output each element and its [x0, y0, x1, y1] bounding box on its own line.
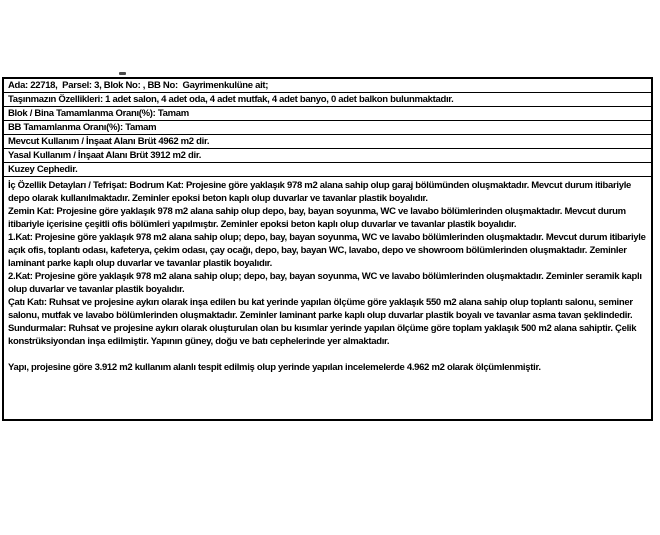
- interior-details-cell: [4, 177, 651, 419]
- detail-paragraph: Çatı Katı: Ruhsat ve projesine aykırı olarak inşa edilen bu kat yerinde yapılan ölçüme göre yaklaşık 550 m2 alana sahip olup toplantı salonu, seminer salonu, mutfak ve lavabo bölümlerinden oluşmaktadır. Zeminler laminant parke kaplı olup duvarlar plastik boyalı ve tavanlar asma tavan şeklindedir.: [8, 297, 633, 321]
- table-row: Ada: 22718, Parsel: 3, Blok No: , BB No: Gayrimenkulüne ait;: [4, 79, 651, 93]
- detail-paragraph: 1.Kat: Projesine göre yaklaşık 978 m2 alana sahip olup; depo, bay, bayan soyunma, WC ve lavabo bölümlerinden oluşmaktadır. Mevcut durum itibariyle açık ofis, toplantı odası, kafeterya, çekim odası, çay ocağı, depo, bay, bayan WC, lavabo, depo ve showroom bölümlerinden oluşmaktadır. Zeminler laminant parke kaplı olup duvarlar ve tavanlar plastik boyalıdır.: [8, 232, 646, 269]
- table-row: Yasal Kullanım / İnşaat Alanı Brüt 3912 m2 dir.: [4, 149, 651, 163]
- table-row: Blok / Bina Tamamlanma Oranı(%): Tamam: [4, 107, 651, 121]
- detail-paragraph: 2.Kat: Projesine göre yaklaşık 978 m2 alana sahip olup; depo, bay, bayan soyunma, WC ve lavabo bölümlerinden oluşmaktadır. Zeminler seramik kaplı olup duvarlar ve tavanlar plastik boyalıdır.: [8, 271, 642, 295]
- table-row: Taşınmazın Özellikleri: 1 adet salon, 4 adet oda, 4 adet mutfak, 4 adet banyo, 0 adet balkon bulunmaktadır.: [4, 93, 651, 107]
- table-row: Kuzey Cephedir.: [4, 163, 651, 177]
- detail-paragraph: Yapı, projesine göre 3.912 m2 kullanım alanlı tespit edilmiş olup yerinde yapılan incelemelerde 4.962 m2 olarak ölçümlenmiştir.: [8, 362, 541, 373]
- property-details-table: [2, 77, 653, 421]
- detail-paragraph: İç Özellik Detayları / Tefrişat: Bodrum Kat: Projesine göre yaklaşık 978 m2 alana sahip olup garaj bölümünden oluşmaktadır. Mevcut durum itibariyle depo olarak kullanılmaktadır. Zeminler epoksi beton kaplı olup duvarlar ve tavanlar plastik boyalıdır.: [8, 180, 632, 204]
- table-row: Mevcut Kullanım / İnşaat Alanı Brüt 4962 m2 dir.: [4, 135, 651, 149]
- detail-paragraph: Zemin Kat: Projesine göre yaklaşık 978 m2 alana sahip olup depo, bay, bayan soyunma, WC ve lavabo bölümlerinden oluşmaktadır. Mevcut durum itibariyle içerisine çeşitli ofis bölümleri yapılmıştır. Zeminler epoksi beton kaplı olup duvarlar ve tavanlar plastik boyalıdır.: [8, 206, 626, 230]
- detail-paragraph: Sundurmalar: Ruhsat ve projesine aykırı olarak oluşturulan olan bu kısımlar yerinde yapılan ölçüme göre toplam yaklaşık 500 m2 alana sahiptir. Çelik konstrüksiyondan inşa edilmiştir. Yapının güney, doğu ve batı cephelerinde yer almaktadır.: [8, 323, 637, 347]
- stray-mark: [119, 72, 126, 75]
- table-row: BB Tamamlanma Oranı(%): Tamam: [4, 121, 651, 135]
- detail-paragraph: [8, 348, 647, 361]
